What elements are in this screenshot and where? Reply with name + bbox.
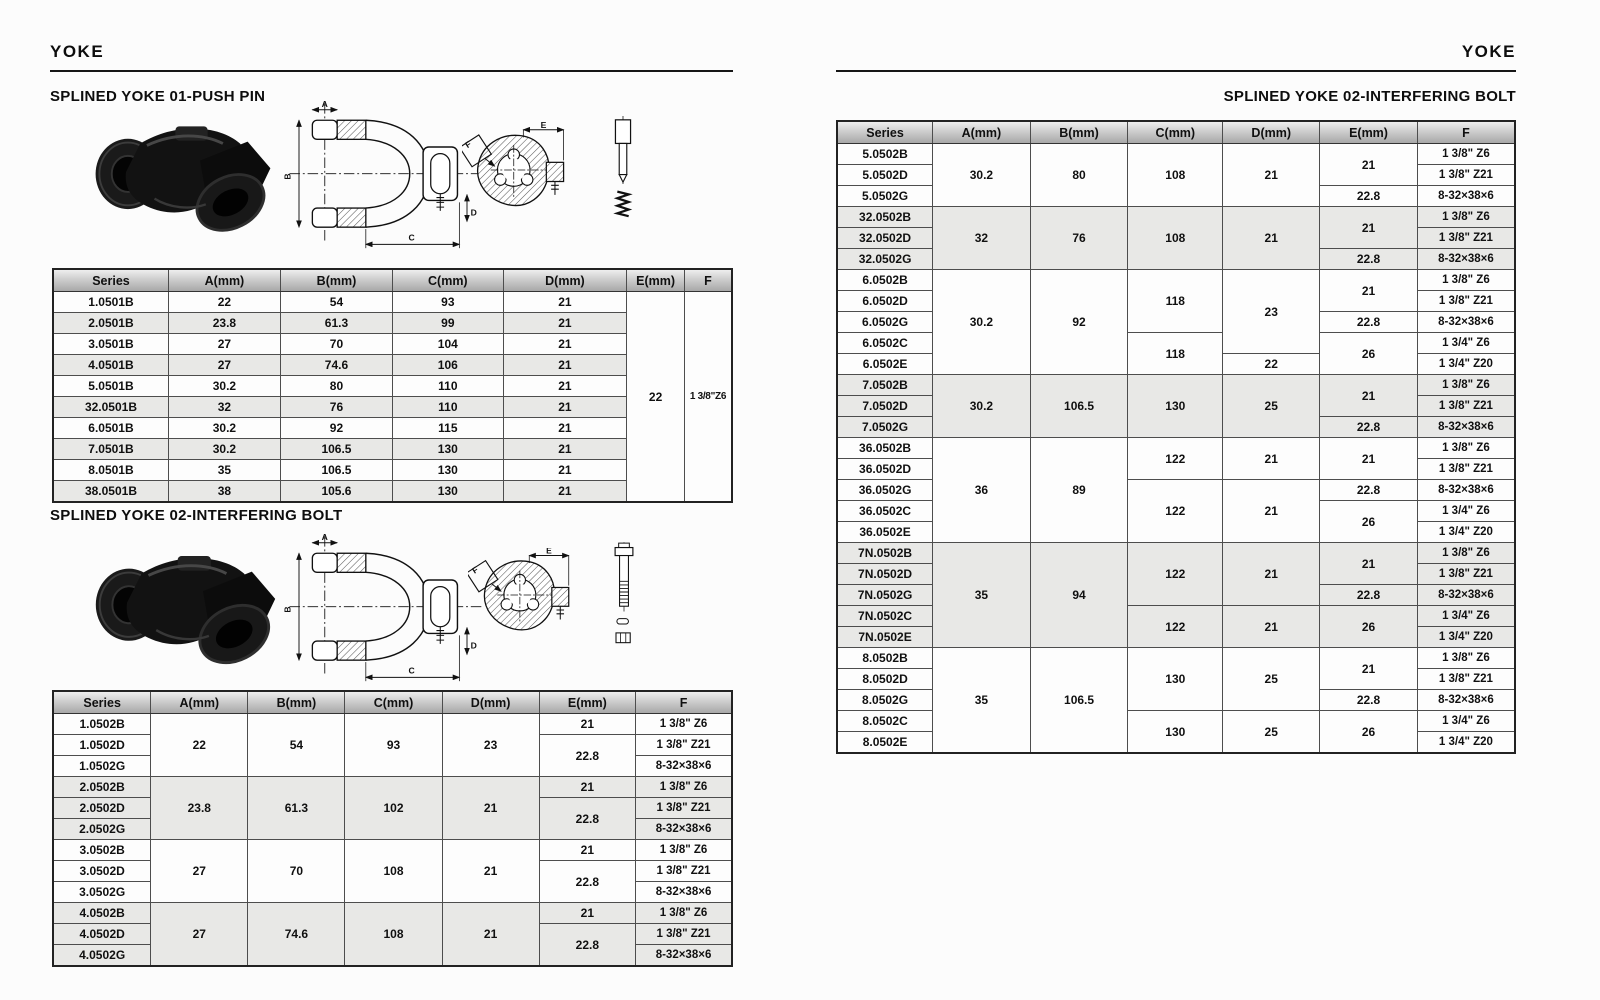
column-header: E(mm) — [1320, 121, 1418, 144]
spline-spec-cell: 1 3/8" Z6 — [1417, 207, 1515, 228]
column-header: F — [1417, 121, 1515, 144]
series-cell: 4.0502D — [53, 924, 151, 945]
spline-spec-cell: 8-32×38×6 — [636, 819, 732, 840]
value-cell: 92 — [1030, 270, 1128, 375]
value-cell: 110 — [392, 397, 503, 418]
value-cell: 130 — [392, 481, 503, 503]
column-header: Series — [53, 269, 168, 292]
value-cell: 89 — [1030, 438, 1128, 543]
header-row — [53, 269, 732, 292]
value-cell: 21 — [503, 292, 627, 313]
series-cell: 2.0501B — [53, 313, 168, 334]
table-row — [53, 903, 732, 924]
spline-spec-cell: 8-32×38×6 — [1417, 186, 1515, 207]
interfering-bolt-table-right — [836, 120, 1516, 754]
series-cell: 36.0502D — [837, 459, 933, 480]
series-cell: 7N.0502C — [837, 606, 933, 627]
value-cell: 74.6 — [280, 355, 392, 376]
column-header: Series — [53, 691, 151, 714]
series-cell: 7.0502G — [837, 417, 933, 438]
spline-spec-cell: 1 3/8" Z21 — [1417, 459, 1515, 480]
value-cell: 21 — [503, 418, 627, 439]
series-cell: 7.0502D — [837, 396, 933, 417]
value-cell: 22.8 — [1320, 690, 1418, 711]
series-cell: 8.0502G — [837, 690, 933, 711]
table-row — [837, 648, 1515, 669]
value-cell: 122 — [1128, 438, 1223, 480]
value-cell: 22.8 — [1320, 585, 1418, 606]
value-cell: 21 — [1223, 480, 1320, 543]
table-row — [53, 777, 732, 798]
page-title-right: YOKE — [1461, 42, 1516, 61]
value-cell: 30.2 — [933, 375, 1031, 438]
column-header: D(mm) — [1223, 121, 1320, 144]
value-cell: 130 — [1128, 711, 1223, 754]
spline-spec-cell: 1 3/4" Z20 — [1417, 354, 1515, 375]
value-cell: 110 — [392, 376, 503, 397]
value-cell: 115 — [392, 418, 503, 439]
page-title-left: YOKE — [50, 42, 105, 61]
value-cell: 106.5 — [280, 439, 392, 460]
column-header: C(mm) — [1128, 121, 1223, 144]
spline-spec-cell: 8-32×38×6 — [636, 882, 732, 903]
value-cell: 21 — [539, 840, 635, 861]
table-row — [53, 292, 732, 313]
series-cell: 7N.0502G — [837, 585, 933, 606]
column-header: F — [636, 691, 732, 714]
value-cell: 104 — [392, 334, 503, 355]
value-cell: 22.8 — [539, 861, 635, 903]
value-cell: 74.6 — [248, 903, 345, 967]
table-row — [837, 207, 1515, 228]
push-pin-cross-section-drawing — [462, 122, 577, 223]
column-header: Series — [837, 121, 933, 144]
series-cell: 8.0502C — [837, 711, 933, 732]
value-cell: 21 — [442, 777, 539, 840]
value-cell: 21 — [1320, 144, 1418, 186]
value-cell: 122 — [1128, 480, 1223, 543]
spline-spec-cell: 1 3/8" Z21 — [1417, 669, 1515, 690]
interfering-bolt-dimension-drawing — [278, 532, 488, 695]
value-cell: 108 — [345, 903, 442, 967]
section-title-push-pin: SPLINED YOKE 01-PUSH PIN — [50, 88, 266, 105]
interfering-bolt-table-left — [52, 690, 733, 967]
spline-spec-cell: 1 3/4" Z6 — [1417, 711, 1515, 732]
series-cell: 6.0502B — [837, 270, 933, 291]
value-cell: 102 — [345, 777, 442, 840]
series-cell: 3.0502D — [53, 861, 151, 882]
series-cell: 6.0501B — [53, 418, 168, 439]
value-cell: 32 — [168, 397, 280, 418]
spline-spec-cell: 1 3/8" Z21 — [636, 924, 732, 945]
value-cell: 21 — [1320, 207, 1418, 249]
series-cell: 4.0502B — [53, 903, 151, 924]
series-cell: 6.0502D — [837, 291, 933, 312]
column-header: B(mm) — [280, 269, 392, 292]
series-cell: 2.0502D — [53, 798, 151, 819]
value-cell: 76 — [1030, 207, 1128, 270]
spline-spec-cell: 8-32×38×6 — [636, 756, 732, 777]
value-cell: 27 — [168, 334, 280, 355]
value-cell: 21 — [1223, 543, 1320, 606]
value-cell: 22.8 — [1320, 249, 1418, 270]
value-cell: 32 — [933, 207, 1031, 270]
value-cell: 25 — [1223, 711, 1320, 754]
spline-spec-cell: 1 3/8" Z6 — [1417, 438, 1515, 459]
spline-spec-cell: 1 3/8" Z6 — [1417, 375, 1515, 396]
table-row — [837, 543, 1515, 564]
spline-spec-cell: 1 3/4" Z6 — [1417, 501, 1515, 522]
value-cell: 70 — [248, 840, 345, 903]
series-cell: 32.0501B — [53, 397, 168, 418]
value-cell: 108 — [1128, 207, 1223, 270]
spline-spec-cell: 1 3/8" Z6 — [1417, 270, 1515, 291]
header-row — [53, 691, 732, 714]
table-row — [837, 375, 1515, 396]
spline-spec-cell: 1 3/8" Z21 — [1417, 564, 1515, 585]
series-cell: 3.0502G — [53, 882, 151, 903]
push-pin-dimension-drawing — [278, 98, 488, 263]
series-cell: 38.0501B — [53, 481, 168, 503]
series-cell: 36.0502B — [837, 438, 933, 459]
value-cell: 38 — [168, 481, 280, 503]
spline-spec-cell: 8-32×38×6 — [1417, 249, 1515, 270]
value-cell: 27 — [151, 840, 248, 903]
spline-spec-cell: 1 3/8" Z21 — [1417, 291, 1515, 312]
series-cell: 36.0502G — [837, 480, 933, 501]
value-cell: 22 — [151, 714, 248, 777]
value-cell: 23.8 — [168, 313, 280, 334]
value-cell: 130 — [1128, 375, 1223, 438]
value-cell: 21 — [442, 840, 539, 903]
value-cell: 21 — [503, 397, 627, 418]
spline-spec-cell: 1 3/8" Z6 — [636, 777, 732, 798]
value-cell: 30.2 — [168, 376, 280, 397]
value-cell: 21 — [503, 481, 627, 503]
value-cell: 35 — [933, 648, 1031, 754]
spline-spec-cell: 1 3/8" Z21 — [1417, 396, 1515, 417]
series-cell: 4.0502G — [53, 945, 151, 967]
value-cell: 21 — [503, 439, 627, 460]
value-cell: 21 — [1320, 648, 1418, 690]
column-header: A(mm) — [933, 121, 1031, 144]
value-cell: 122 — [1128, 606, 1223, 648]
value-cell: 130 — [392, 460, 503, 481]
column-header: D(mm) — [503, 269, 627, 292]
series-cell: 6.0502G — [837, 312, 933, 333]
value-cell: 36 — [933, 438, 1031, 543]
value-cell: 23.8 — [151, 777, 248, 840]
interfering-bolt-yoke-photo — [88, 542, 283, 689]
series-cell: 1.0502G — [53, 756, 151, 777]
value-cell: 35 — [168, 460, 280, 481]
value-cell: 27 — [151, 903, 248, 967]
value-cell: 21 — [442, 903, 539, 967]
column-header: A(mm) — [168, 269, 280, 292]
push-pin-table — [52, 268, 733, 503]
value-cell: 61.3 — [280, 313, 392, 334]
spline-spec-cell: 1 3/8" Z21 — [636, 735, 732, 756]
value-cell: 21 — [1223, 606, 1320, 648]
value-cell: 54 — [248, 714, 345, 777]
value-cell: 22 — [627, 292, 685, 503]
column-header: E(mm) — [627, 269, 685, 292]
series-cell: 4.0501B — [53, 355, 168, 376]
value-cell: 21 — [1223, 438, 1320, 480]
spline-spec-cell: 8-32×38×6 — [1417, 690, 1515, 711]
value-cell: 80 — [280, 376, 392, 397]
series-cell: 7N.0502D — [837, 564, 933, 585]
spline-spec-cell: 1 3/8" Z6 — [1417, 144, 1515, 165]
column-header: F — [684, 269, 732, 292]
value-cell: 105.6 — [280, 481, 392, 503]
header-rule-left — [50, 70, 733, 72]
value-cell: 30.2 — [933, 144, 1031, 207]
header-row — [837, 121, 1515, 144]
column-header: A(mm) — [151, 691, 248, 714]
table-row — [837, 144, 1515, 165]
value-cell: 23 — [442, 714, 539, 777]
value-cell: 61.3 — [248, 777, 345, 840]
value-cell: 26 — [1320, 711, 1418, 754]
value-cell: 26 — [1320, 501, 1418, 543]
spline-spec-cell: 1 3/4" Z20 — [1417, 627, 1515, 648]
value-cell: 93 — [345, 714, 442, 777]
spline-spec-cell: 1 3/8" Z6 — [1417, 648, 1515, 669]
spline-spec-cell: 8-32×38×6 — [1417, 480, 1515, 501]
series-cell: 32.0502G — [837, 249, 933, 270]
value-cell: 21 — [1223, 144, 1320, 207]
series-cell: 7.0502B — [837, 375, 933, 396]
value-cell: 21 — [539, 714, 635, 735]
series-cell: 5.0502G — [837, 186, 933, 207]
value-cell: 99 — [392, 313, 503, 334]
series-cell: 8.0502B — [837, 648, 933, 669]
spline-spec-cell: 1 3/8" Z6 — [636, 903, 732, 924]
value-cell: 21 — [1320, 438, 1418, 480]
series-cell: 2.0502G — [53, 819, 151, 840]
spline-spec-cell: 8-32×38×6 — [1417, 312, 1515, 333]
series-cell: 8.0501B — [53, 460, 168, 481]
value-cell: 26 — [1320, 606, 1418, 648]
value-cell: 93 — [392, 292, 503, 313]
table-row — [837, 270, 1515, 291]
value-cell: 21 — [1320, 270, 1418, 312]
value-cell: 130 — [392, 439, 503, 460]
series-cell: 3.0501B — [53, 334, 168, 355]
interfering-bolt-cross-section-drawing — [468, 548, 583, 647]
spline-spec-cell: 1 3/8" Z6 — [636, 714, 732, 735]
series-cell: 7N.0502E — [837, 627, 933, 648]
interfering-bolt-drawing — [608, 538, 640, 667]
spline-spec-cell: 1 3/4" Z6 — [1417, 333, 1515, 354]
series-cell: 6.0502E — [837, 354, 933, 375]
value-cell: 54 — [280, 292, 392, 313]
column-header: B(mm) — [248, 691, 345, 714]
column-header: C(mm) — [392, 269, 503, 292]
value-cell: 21 — [503, 355, 627, 376]
value-cell: 118 — [1128, 333, 1223, 375]
value-cell: 106 — [392, 355, 503, 376]
value-cell: 22 — [1223, 354, 1320, 375]
value-cell: 22.8 — [539, 924, 635, 967]
column-header: C(mm) — [345, 691, 442, 714]
table-row — [53, 714, 732, 735]
value-cell: 26 — [1320, 333, 1418, 375]
spline-spec-cell: 1 3/8" Z6 — [1417, 543, 1515, 564]
series-cell: 2.0502B — [53, 777, 151, 798]
value-cell: 27 — [168, 355, 280, 376]
spline-spec-cell: 1 3/8" Z21 — [1417, 165, 1515, 186]
value-cell: 30.2 — [933, 270, 1031, 375]
series-cell: 5.0502B — [837, 144, 933, 165]
value-cell: 23 — [1223, 270, 1320, 354]
value-cell: 22.8 — [539, 735, 635, 777]
value-cell: 30.2 — [168, 418, 280, 439]
series-cell: 7N.0502B — [837, 543, 933, 564]
value-cell: 21 — [503, 376, 627, 397]
value-cell: 22.8 — [1320, 312, 1418, 333]
column-header: E(mm) — [539, 691, 635, 714]
column-header: D(mm) — [442, 691, 539, 714]
series-cell: 1.0502D — [53, 735, 151, 756]
series-cell: 36.0502C — [837, 501, 933, 522]
value-cell: 25 — [1223, 375, 1320, 438]
spline-spec-cell: 1 3/4" Z6 — [1417, 606, 1515, 627]
header-rule-right — [836, 70, 1516, 72]
push-pin-drawing — [606, 116, 640, 225]
section-title-interfering-bolt-left: SPLINED YOKE 02-INTERFERING BOLT — [50, 507, 343, 524]
table-row — [53, 840, 732, 861]
value-cell: 108 — [345, 840, 442, 903]
value-cell: 22.8 — [1320, 417, 1418, 438]
series-cell: 5.0501B — [53, 376, 168, 397]
spline-spec-cell: 1 3/8" Z21 — [636, 798, 732, 819]
spline-spec-cell: 1 3/4" Z20 — [1417, 522, 1515, 543]
spline-spec-cell: 8-32×38×6 — [1417, 417, 1515, 438]
value-cell: 21 — [503, 460, 627, 481]
value-cell: 80 — [1030, 144, 1128, 207]
value-cell: 21 — [539, 903, 635, 924]
series-cell: 6.0502C — [837, 333, 933, 354]
value-cell: 22 — [168, 292, 280, 313]
spline-spec-cell: 1 3/8"Z6 — [684, 292, 732, 503]
push-pin-yoke-photo — [88, 112, 278, 257]
value-cell: 106.5 — [280, 460, 392, 481]
spline-spec-cell: 1 3/8" Z6 — [636, 840, 732, 861]
value-cell: 106.5 — [1030, 375, 1128, 438]
value-cell: 21 — [1320, 543, 1418, 585]
section-title-interfering-bolt-right: SPLINED YOKE 02-INTERFERING BOLT — [1223, 88, 1516, 105]
value-cell: 21 — [539, 777, 635, 798]
value-cell: 70 — [280, 334, 392, 355]
series-cell: 3.0502B — [53, 840, 151, 861]
value-cell: 130 — [1128, 648, 1223, 711]
table-row — [837, 438, 1515, 459]
spline-spec-cell: 1 3/8" Z21 — [636, 861, 732, 882]
spline-spec-cell: 1 3/8" Z21 — [1417, 228, 1515, 249]
value-cell: 122 — [1128, 543, 1223, 606]
column-header: B(mm) — [1030, 121, 1128, 144]
series-cell: 8.0502E — [837, 732, 933, 754]
series-cell: 5.0502D — [837, 165, 933, 186]
value-cell: 21 — [503, 313, 627, 334]
value-cell: 22.8 — [1320, 480, 1418, 501]
spline-spec-cell: 8-32×38×6 — [636, 945, 732, 967]
value-cell: 118 — [1128, 270, 1223, 333]
value-cell: 21 — [1223, 207, 1320, 270]
value-cell: 94 — [1030, 543, 1128, 648]
spline-spec-cell: 8-32×38×6 — [1417, 585, 1515, 606]
value-cell: 108 — [1128, 144, 1223, 207]
value-cell: 106.5 — [1030, 648, 1128, 754]
series-cell: 36.0502E — [837, 522, 933, 543]
value-cell: 76 — [280, 397, 392, 418]
series-cell: 8.0502D — [837, 669, 933, 690]
spline-spec-cell: 1 3/4" Z20 — [1417, 732, 1515, 754]
value-cell: 25 — [1223, 648, 1320, 711]
series-cell: 1.0501B — [53, 292, 168, 313]
value-cell: 30.2 — [168, 439, 280, 460]
value-cell: 22.8 — [1320, 186, 1418, 207]
value-cell: 22.8 — [539, 798, 635, 840]
value-cell: 21 — [503, 334, 627, 355]
series-cell: 1.0502B — [53, 714, 151, 735]
value-cell: 92 — [280, 418, 392, 439]
series-cell: 7.0501B — [53, 439, 168, 460]
series-cell: 32.0502D — [837, 228, 933, 249]
value-cell: 21 — [1320, 375, 1418, 417]
value-cell: 35 — [933, 543, 1031, 648]
series-cell: 32.0502B — [837, 207, 933, 228]
